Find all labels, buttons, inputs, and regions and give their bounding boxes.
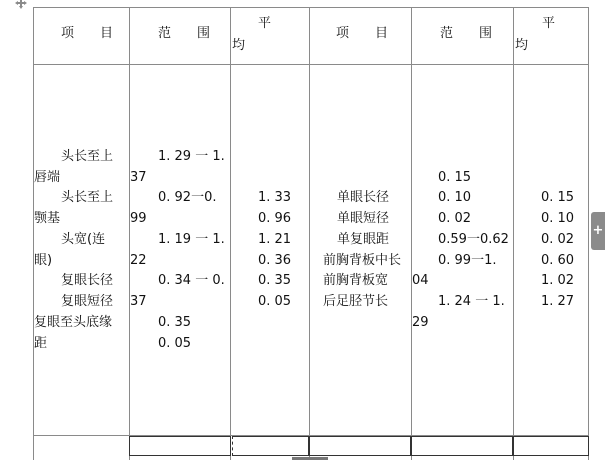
range-value: 0. 99一1. [438,253,497,268]
range-value: 29 [412,315,429,330]
range-value: 99 [130,211,147,226]
header-range-col5: 范 围 [440,26,493,41]
empty-footer-cell[interactable] [129,436,231,456]
range-value: 0. 15 [438,170,472,185]
table-col-divider-5 [513,7,514,460]
average-value: 1. 27 [541,294,575,309]
range-value: 1. 29 一 1. [158,149,225,164]
item-name-line: 眼) [34,253,53,268]
range-value: 0. 92一0. [158,190,217,205]
item-name-line: 复眼短径 [61,294,114,309]
table-resize-handle[interactable] [292,457,328,460]
table-col-divider-1 [129,7,130,460]
range-value: 0. 35 [158,315,192,330]
average-value: 1. 21 [258,232,292,247]
table-header-divider [33,64,589,65]
header-avg-col6-bottom: 均 [515,38,529,53]
item-name-line: 单眼长径 [337,190,390,205]
average-value: 0. 60 [541,253,575,268]
range-value: 0. 34 一 0. [158,273,225,288]
item-name-line: 唇端 [34,170,61,185]
table-col-divider-2 [230,7,231,460]
item-name-line: 颚基 [34,211,61,226]
empty-footer-cell[interactable] [309,436,411,456]
table-border-top [33,7,589,8]
range-value: 1. 19 一 1. [158,232,225,247]
average-value: 0. 02 [541,232,575,247]
item-name-line: 前胸背板中长 [323,253,402,268]
side-tab-glyph: + [592,223,604,238]
item-name-line: 单眼短径 [337,211,390,226]
plus-icon[interactable] [591,212,605,250]
item-name-line: 头长至上 [61,190,114,205]
range-value: 0.59一0.62 [438,232,509,247]
average-value: 0. 96 [258,211,292,226]
item-name-line: 复眼长径 [61,273,114,288]
average-value: 1. 33 [258,190,292,205]
average-value: 0. 10 [541,211,575,226]
item-name-line: 后足胫节长 [323,294,389,309]
item-name-line: 头长至上 [61,149,114,164]
header-avg-col6-top: 平 [542,16,556,31]
average-value: 0. 35 [258,273,292,288]
header-avg-col3-top: 平 [258,16,272,31]
range-value: 0. 10 [438,190,472,205]
empty-footer-cell[interactable] [232,436,309,456]
item-name-line: 复眼至头底缘 [34,315,113,330]
header-range-col2: 范 围 [158,26,211,41]
header-avg-col3-bottom: 均 [232,38,246,53]
item-name-line: 头宽(连 [61,232,106,247]
table-border-left [33,7,34,460]
range-value: 04 [412,273,429,288]
range-value: 0. 02 [438,211,472,226]
range-value: 37 [130,294,147,309]
range-value: 0. 05 [158,336,192,351]
table-border-right [588,7,589,460]
average-value: 1. 02 [541,273,575,288]
header-item-col1: 项 目 [61,26,114,41]
table-col-divider-4 [411,7,412,460]
average-value: 0. 15 [541,190,575,205]
empty-footer-cell[interactable] [411,436,513,456]
item-name-line: 前胸背板宽 [323,273,389,288]
move-cross-icon[interactable] [14,0,28,10]
table-col-divider-3 [309,7,310,460]
average-value: 0. 05 [258,294,292,309]
empty-footer-cell[interactable] [513,436,589,456]
range-value: 22 [130,253,147,268]
range-value: 37 [130,170,147,185]
item-name-line: 单复眼距 [337,232,390,247]
range-value: 1. 24 一 1. [438,294,505,309]
average-value: 0. 36 [258,253,292,268]
item-name-line: 距 [34,336,48,351]
header-item-col4: 项 目 [336,26,389,41]
